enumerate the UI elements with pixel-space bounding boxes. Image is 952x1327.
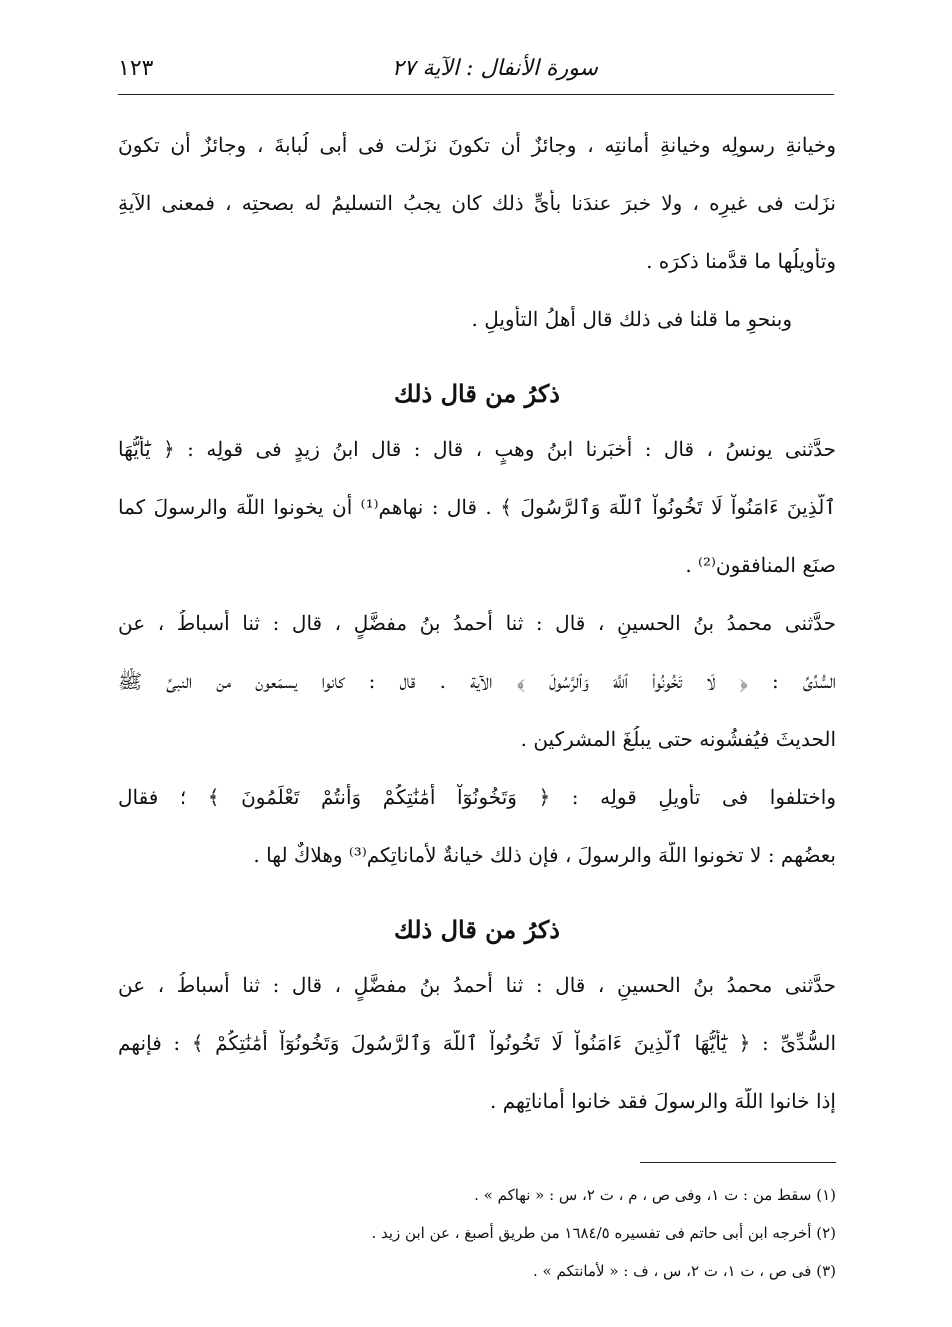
running-title: سورة الأنفال : الآية ٢٧ (391, 56, 598, 81)
text-line: حدَّثنى محمدُ بنُ الحسينِ ، قال : ثنا أحمدُ بنُ مفضَّلٍ ، قال : ثنا أسباطُ ، عن (118, 973, 836, 997)
text-line: الحديثَ فيُفشُونه حتى يبلُغَ المشركين . (520, 727, 836, 751)
footnote: (٣) فى ص ، ت ١، ت ٢، س ، ف : « لأمانتكم » . (532, 1262, 836, 1280)
main-text (118, 132, 836, 1146)
text-line: وخيانةِ رسولِه وخيانةِ أمانتِه ، وجائزٌ أن تكونَ نزَلت فى أبى لُبابةَ ، وجائزٌ أن تكونَ (118, 133, 836, 157)
header-rule (118, 94, 834, 95)
text-line: وبنحوِ ما قلنا فى ذلك قال أهلُ التأويلِ . (471, 307, 792, 331)
text-line: السُّدِّىِّ : ﴿ يَٰٓأَيُّهَا ٱلَّذِينَ ءَامَنُواْ لَا تَخُونُواْ ٱللَّهَ وَٱلرَّسُولَ وَتَخُونُوٓاْ أَمَٰنَٰتِكُمْ ﴾ : فإنهم (118, 1031, 836, 1055)
footnote: (١) سقط من : ت ١، وفى ص ، م ، ت ٢، س : « نهاكم » . (474, 1186, 836, 1204)
text-line: نزَلت فى غيرِه ، ولا خبرَ عندَنا بأىٍّ ذلك كان يجبُ التسليمُ له بصحتِه ، فمعنى الآيةِ (118, 191, 836, 215)
text-line: حدَّثنى محمدُ بنُ الحسينِ ، قال : ثنا أحمدُ بنُ مفضَّلٍ ، قال : ثنا أسباطُ ، عن (118, 611, 836, 635)
text-line: ٱلَّذِينَ ءَامَنُواْ لَا تَخُونُواْ ٱللَّهَ وَٱلرَّسُولَ ﴾ . قال : نهاهم⁽¹⁾ أن يخونوا اللَّهَ والرسولَ كما (118, 495, 836, 519)
footnote-rule (640, 1162, 836, 1163)
text-line: بعضُهم : لا تخونوا اللَّهَ والرسولَ ، فإن ذلك خيانةٌ لأماناتِكم⁽³⁾ وهلاكٌ لها . (253, 843, 836, 867)
page-header (118, 52, 838, 92)
text-line: حدَّثنى يونسُ ، قال : أخبَرنا ابنُ وهبٍ ، قال : قال ابنُ زيدٍ فى قولِه : ﴿ يَٰٓأَيُّهَا (118, 437, 836, 461)
footnote: (٢) أخرجه ابن أبى حاتم فى تفسيره ١٦٨٤/٥ من طريق أصبغ ، عن ابن زيد . (371, 1224, 836, 1242)
text-line: السُّدِّىِّ : ﴿ لَا تَخُونُواْ ٱللَّهَ وَٱلرَّسُولَ ﴾ الآية . قال : كانوا يسمَعون من النبىِّ ﷺ (118, 669, 836, 693)
text-line: وتأويلُها ما قدَّمنا ذكرَه . (646, 249, 836, 273)
text-line: صنَع المنافقون⁽²⁾ . (685, 553, 836, 577)
footnotes (118, 1184, 836, 1298)
text-line: إذا خانوا اللَّهَ والرسولَ فقد خانوا أماناتِهم . (490, 1089, 836, 1113)
text-line: واختلفوا فى تأويلِ قولِه : ﴿ وَتَخُونُوٓاْ أَمَٰنَٰتِكُمْ وَأَنتُمْ تَعْلَمُونَ ﴾ ؛ فقال (118, 785, 836, 809)
section-heading: ذكرُ من قال ذلك (394, 379, 560, 408)
section-heading: ذكرُ من قال ذلك (394, 915, 560, 944)
page-number: ١٢٣ (118, 56, 154, 81)
